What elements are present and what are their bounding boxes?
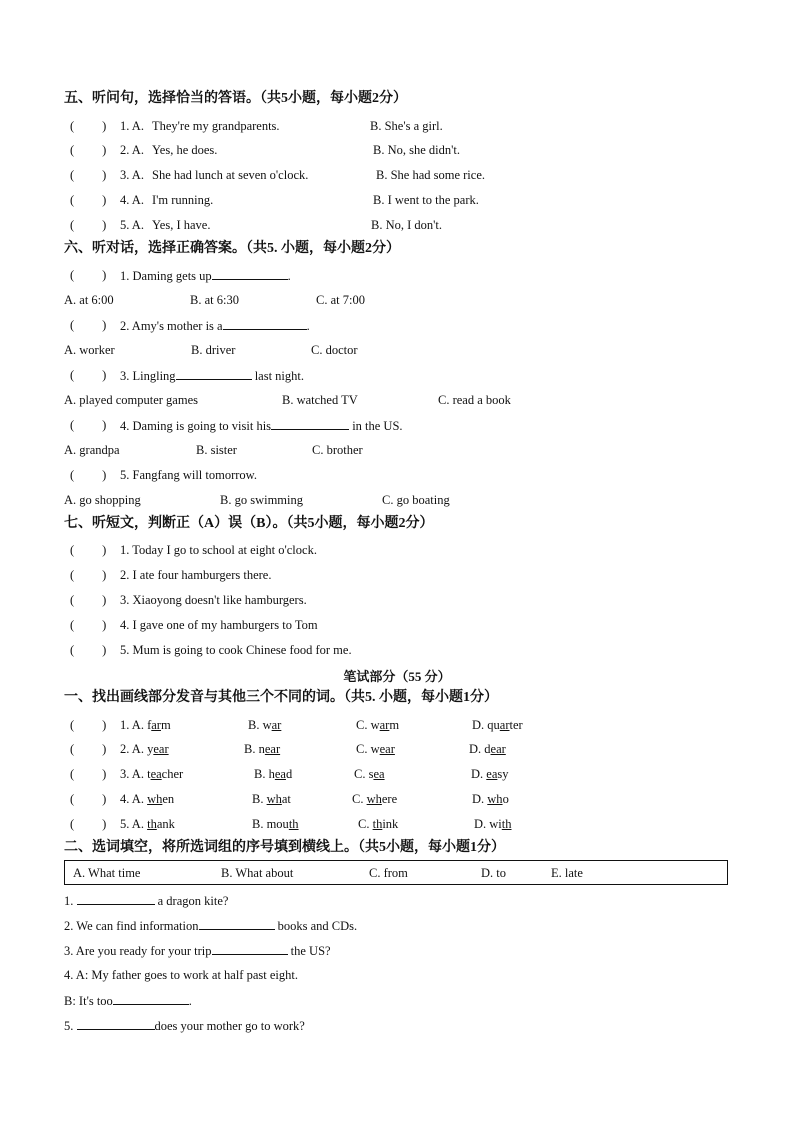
answer-paren[interactable]: ( ): [70, 218, 107, 232]
word-option: B. What about: [221, 866, 294, 880]
fill-question-2: 2. We can find information books and CDs.: [64, 919, 358, 933]
answer-paren[interactable]: ( ): [70, 318, 107, 332]
answer-paren[interactable]: ( ): [70, 268, 107, 282]
answer-blank[interactable]: [176, 367, 252, 380]
answer-blank[interactable]: [77, 1017, 155, 1030]
answer-paren[interactable]: ( ): [70, 643, 107, 657]
written-2-title: 二、选词填空，将所选词组的序号填到横线上。（共5小题，每小题1分）: [64, 840, 505, 855]
written-part-title: 笔试部分（55 分）: [343, 669, 451, 684]
answer-paren[interactable]: ( ): [70, 817, 107, 831]
fill-question-5: 5. does your mother go to work?: [64, 1019, 305, 1033]
fill-question-4b: B: It's too .: [64, 994, 192, 1008]
answer-blank[interactable]: [271, 417, 349, 430]
answer-paren[interactable]: ( ): [70, 718, 107, 732]
answer-paren[interactable]: ( ): [70, 193, 107, 207]
answer-blank[interactable]: [113, 992, 189, 1005]
word-option: D. to: [481, 866, 506, 880]
answer-paren[interactable]: ( ): [70, 468, 107, 482]
answer-paren[interactable]: ( ): [70, 368, 107, 382]
answer-paren[interactable]: ( ): [70, 543, 107, 557]
fill-question-3: 3. Are you ready for your trip the US?: [64, 944, 331, 958]
answer-paren[interactable]: ( ): [70, 618, 107, 632]
answer-paren[interactable]: ( ): [70, 418, 107, 432]
exam-page: 五、听问句，选择恰当的答语。（共5小题，每小题2分） ( ) 1. A. They're my grandparents. B. She's a girl. ( ) 2. A. Yes, he does. B. No, she didn't. ( ) 3. A. She had lunch at seven o'clock. B. She had some rice. ( ) 4. A. I'm running. B. I went to the park. ( ) 5. A. Yes, I have. B. No, I don't. 六、听对话，选择正确答案。（共5. 小题，每小题2分） ( ) 1. Daming gets up . A. at 6:00 B. at 6:30 C. at 7:00 ( ) 2. Amy's mother is a . A. worker B. driver C. doctor ( ) 3. Lingling last night. A. played computer games B. watched TV C. read a book ( ) 4. Daming is going to visit his in the US. A. grandpa B. sister C. brother ( ) 5. Fangfang will tomorrow. A. go shopping B. go swimming C. go boating 七、听短文，判断正（A）误（B）。（共5小题，每小题2分） ( ) 1. Today I go to school at eight o'clock. ( ) 2. I ate four hamburgers there. ( ) 3. Xiaoyong doesn't like hamburgers. ( ) 4. I gave one of my hamburgers to Tom ( ) 5. Mum is going to cook Chinese food for me. 笔试部分（55 分） 一、找出画线部分发音与其他三个不同的词。（共5. 小题，每小题1分） ( ) 1. A. farm B. war C. warm D. quarter ( ) 2. A. year B. near C. wear D. dear ( ) 3. A. teacher B. head C. sea D. easy ( ) 4. A. when B. what C. where D. who ( ) 5. A. thank B. mouth C. think D. with 二、选词填空，将所选词组的序号填到横线上。（共5小题，每小题1分） A. What time B. What about C. from D. to E. late 1. a dragon kite? 2. We can find information books and CDs. 3. Are you ready for your trip the US? 4. A: My father goes to work at half past eight. B: It's too . 5. does your mother go to work?: [0, 0, 794, 1123]
word-option: A. What time: [73, 866, 141, 880]
answer-paren[interactable]: ( ): [70, 593, 107, 607]
answer-blank[interactable]: [212, 267, 288, 280]
answer-blank[interactable]: [199, 917, 275, 930]
answer-blank[interactable]: [212, 942, 288, 955]
answer-blank[interactable]: [223, 317, 307, 330]
section-6-title: 六、听对话，选择正确答案。（共5. 小题，每小题2分）: [64, 241, 400, 256]
fill-question-1: 1. a dragon kite?: [64, 894, 229, 908]
word-bank-box: [64, 860, 728, 885]
answer-paren[interactable]: ( ): [70, 143, 107, 157]
fill-question-4a: 4. A: My father goes to work at half past eight.: [64, 968, 298, 982]
written-1-title: 一、找出画线部分发音与其他三个不同的词。（共5. 小题，每小题1分）: [64, 690, 498, 705]
section-5-title: 五、听问句，选择恰当的答语。（共5小题，每小题2分）: [64, 91, 407, 106]
answer-paren[interactable]: ( ): [70, 792, 107, 806]
answer-paren[interactable]: ( ): [70, 568, 107, 582]
section-7-title: 七、听短文，判断正（A）误（B）。（共5小题，每小题2分）: [64, 516, 434, 531]
word-option: C. from: [369, 866, 408, 880]
answer-blank[interactable]: [77, 892, 155, 905]
word-option: E. late: [551, 866, 583, 880]
answer-paren[interactable]: ( ): [70, 119, 107, 133]
answer-paren[interactable]: ( ): [70, 767, 107, 781]
answer-paren[interactable]: ( ): [70, 168, 107, 182]
answer-paren[interactable]: ( ): [70, 742, 107, 756]
